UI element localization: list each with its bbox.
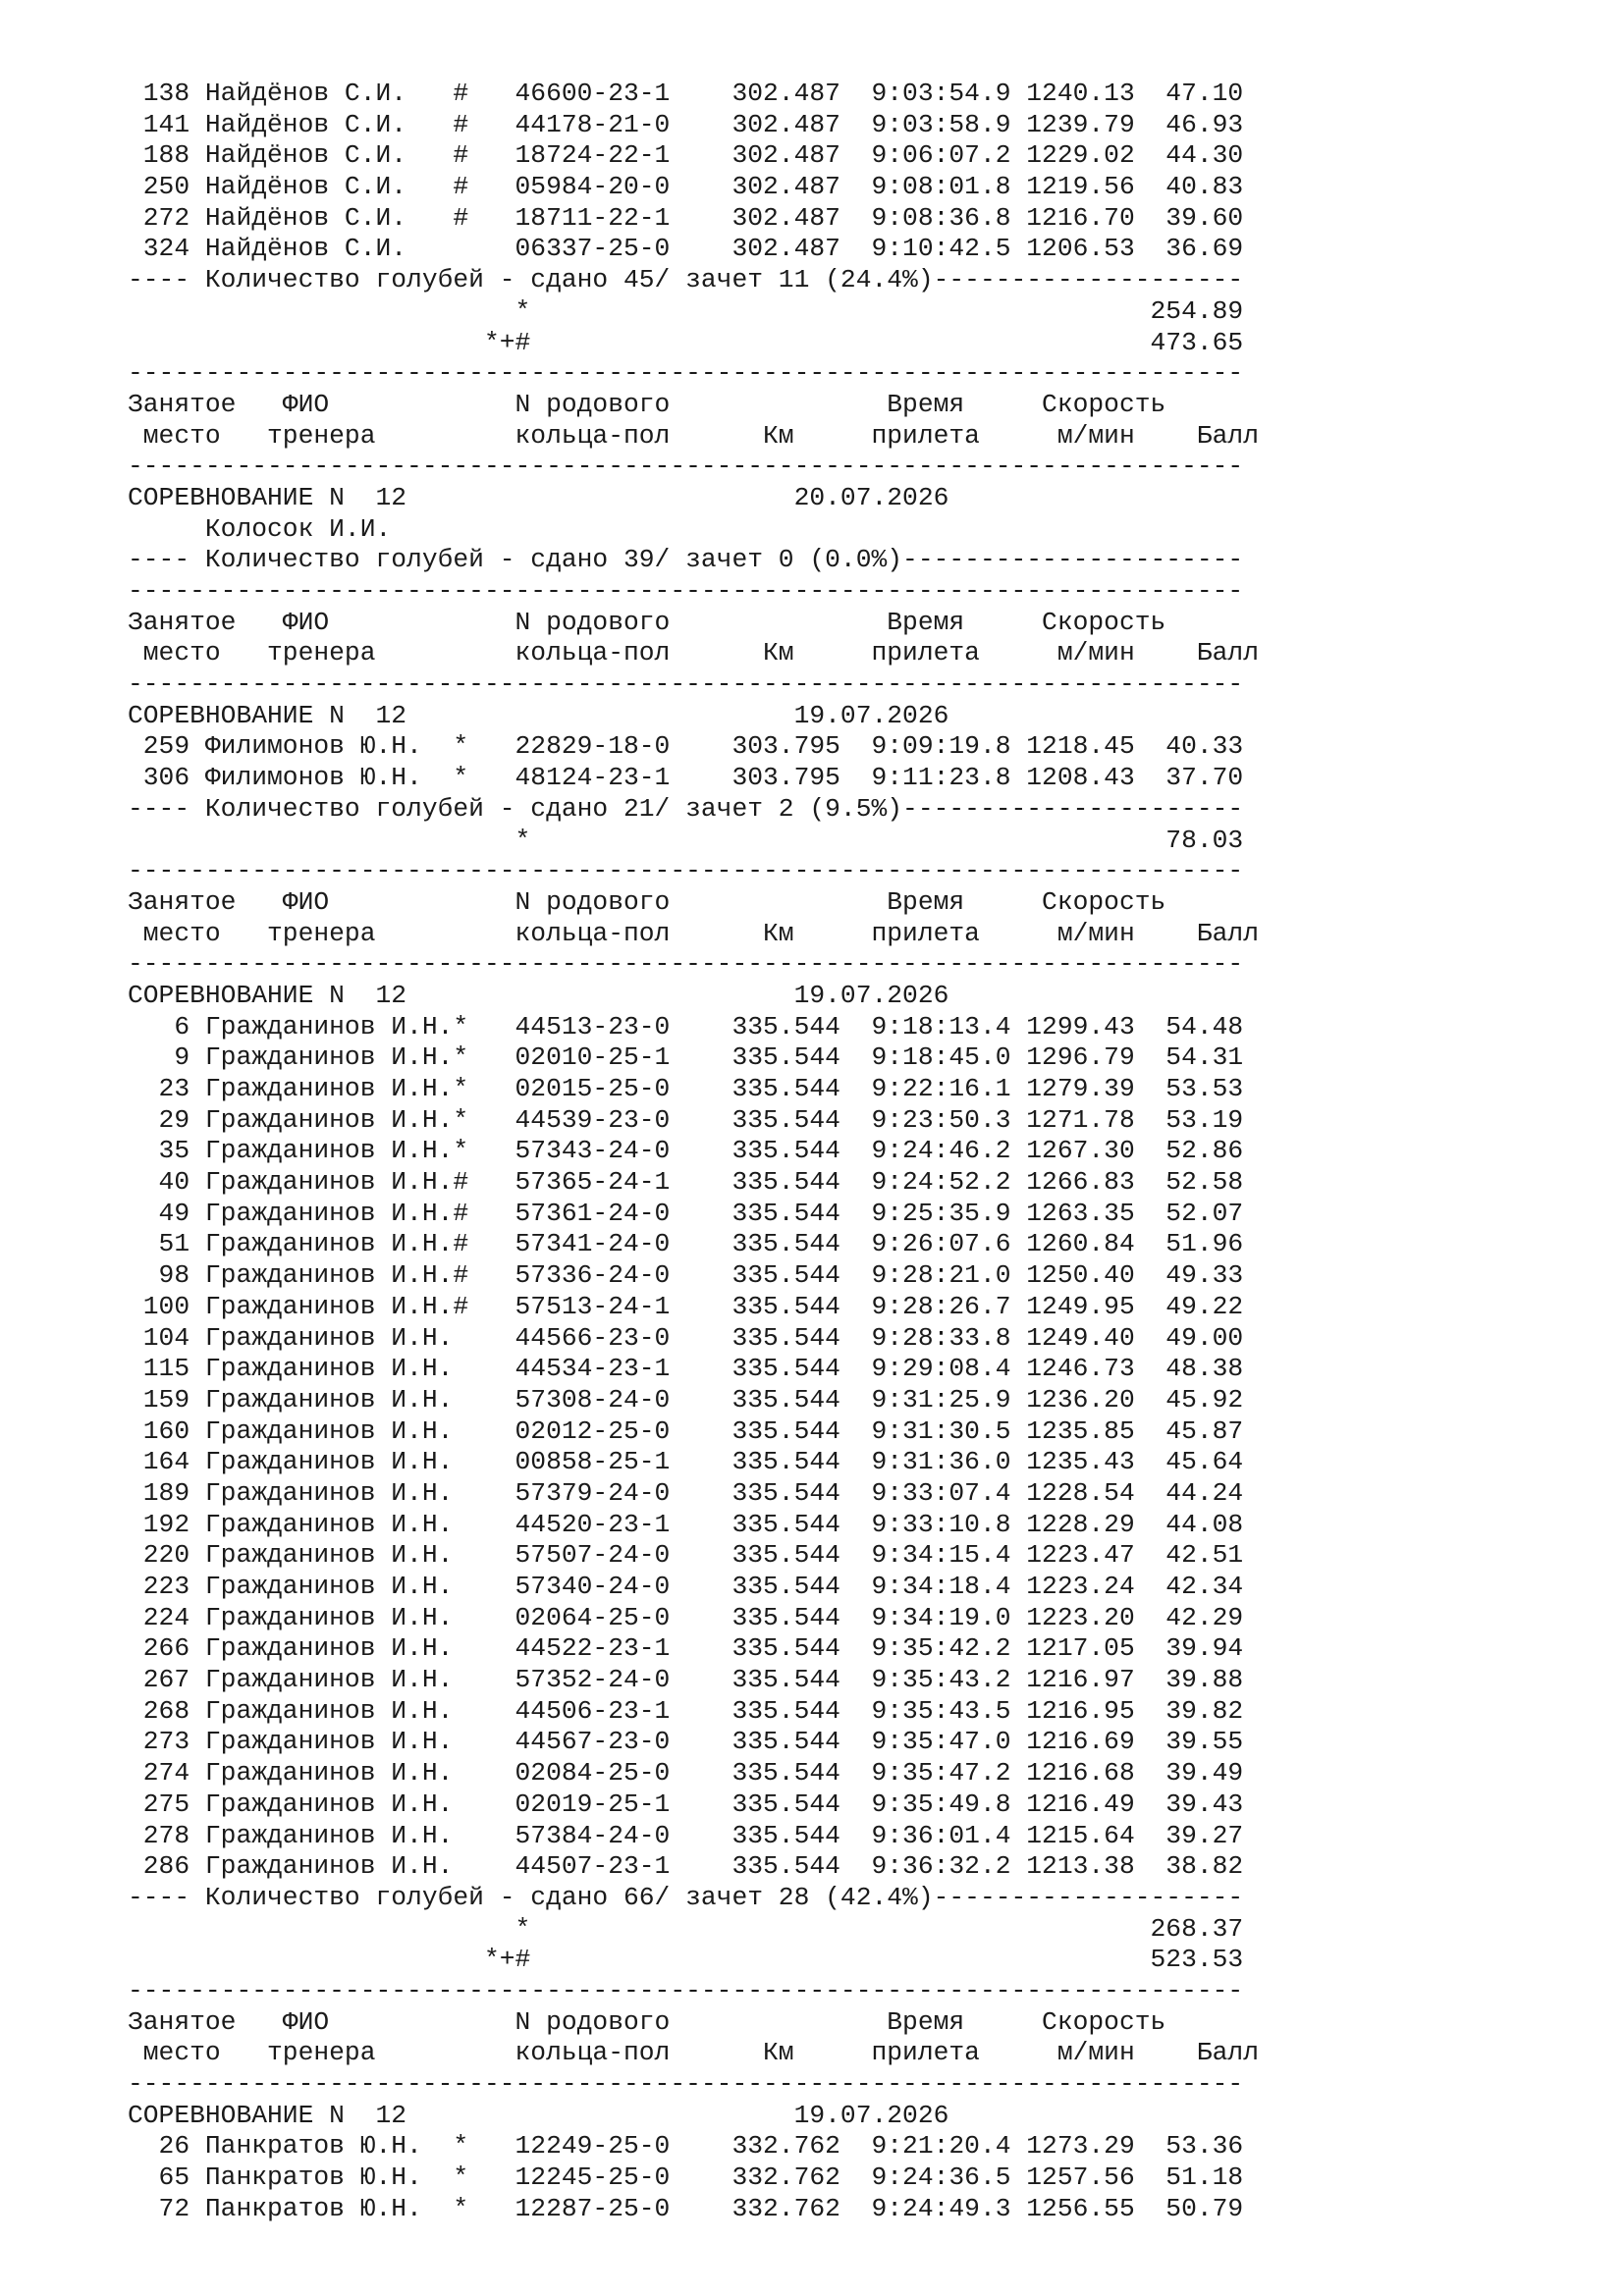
result-row: 275 Гражданинов И.Н. 02019-25-1 335.544 9:35:49.8 1216.49 39.43 [128, 1789, 1244, 1819]
result-row: 29 Гражданинов И.Н.* 44539-23-0 335.544 9:23:50.3 1271.78 53.19 [128, 1104, 1244, 1135]
column-header-line: место тренера кольца-пол Км прилета м/мин Балл [128, 918, 1259, 948]
column-header-line: Занятое ФИО N родового Время Скорость [128, 886, 1166, 917]
summary-line: ---- Количество голубей - сдано 21/ зачет 2 (9.5%)---------------------- [128, 793, 1244, 824]
result-row: 250 Найдёнов С.И. # 05984-20-0 302.487 9:08:01.8 1219.56 40.83 [128, 172, 1244, 202]
separator-line: ------------------------------------------------------------------------ [128, 856, 1244, 886]
result-row: 6 Гражданинов И.Н.* 44513-23-0 335.544 9:18:13.4 1299.43 54.48 [128, 1011, 1244, 1041]
result-row: 65 Панкратов Ю.Н. * 12245-25-0 332.762 9:24:36.5 1257.56 51.18 [128, 2163, 1244, 2193]
result-row: 278 Гражданинов И.Н. 57384-24-0 335.544 9:36:01.4 1215.64 39.27 [128, 1820, 1244, 1850]
result-row: 40 Гражданинов И.Н.# 57365-24-1 335.544 9:24:52.2 1266.83 52.58 [128, 1167, 1244, 1198]
competition-header-line: СОРЕВНОВАНИЕ N 12 20.07.2026 [128, 482, 949, 512]
column-header-line: место тренера кольца-пол Км прилета м/мин Балл [128, 2038, 1259, 2068]
separator-line: ------------------------------------------------------------------------ [128, 452, 1244, 482]
result-row: 51 Гражданинов И.Н.# 57341-24-0 335.544 9:26:07.6 1260.84 51.96 [128, 1229, 1244, 1259]
column-header-line: место тренера кольца-пол Км прилета м/мин Балл [128, 420, 1259, 451]
result-row: 35 Гражданинов И.Н.* 57343-24-0 335.544 9:24:46.2 1267.30 52.86 [128, 1136, 1244, 1166]
result-row: 98 Гражданинов И.Н.# 57336-24-0 335.544 9:28:21.0 1250.40 49.33 [128, 1260, 1244, 1291]
results-document [128, 79, 1502, 2224]
result-row: 286 Гражданинов И.Н. 44507-23-1 335.544 9:36:32.2 1213.38 38.82 [128, 1851, 1244, 1882]
separator-line: ------------------------------------------------------------------------ [128, 576, 1244, 606]
column-header-line: Занятое ФИО N родового Время Скорость [128, 2006, 1166, 2037]
summary-line: ---- Количество голубей - сдано 45/ зачет 11 (24.4%)-------------------- [128, 265, 1244, 295]
result-row: 224 Гражданинов И.Н. 02064-25-0 335.544 9:34:19.0 1223.20 42.29 [128, 1602, 1244, 1632]
competition-header-line: СОРЕВНОВАНИЕ N 12 19.07.2026 [128, 980, 949, 1010]
total-line: *+# 473.65 [128, 327, 1244, 357]
column-header-line: место тренера кольца-пол Км прилета м/мин Балл [128, 638, 1259, 668]
separator-line: ------------------------------------------------------------------------ [128, 1975, 1244, 2005]
separator-line: ------------------------------------------------------------------------ [128, 669, 1244, 700]
result-row: 159 Гражданинов И.Н. 57308-24-0 335.544 9:31:25.9 1236.20 45.92 [128, 1384, 1244, 1415]
result-row: 192 Гражданинов И.Н. 44520-23-1 335.544 9:33:10.8 1228.29 44.08 [128, 1509, 1244, 1539]
summary-line: ---- Количество голубей - сдано 66/ зачет 28 (42.4%)-------------------- [128, 1882, 1244, 1912]
result-row: 267 Гражданинов И.Н. 57352-24-0 335.544 9:35:43.2 1216.97 39.88 [128, 1665, 1244, 1695]
result-row: 9 Гражданинов И.Н.* 02010-25-1 335.544 9:18:45.0 1296.79 54.31 [128, 1042, 1244, 1073]
total-line: * 78.03 [128, 825, 1244, 855]
result-row: 189 Гражданинов И.Н. 57379-24-0 335.544 9:33:07.4 1228.54 44.24 [128, 1477, 1244, 1508]
result-row: 188 Найдёнов С.И. # 18724-22-1 302.487 9:06:07.2 1229.02 44.30 [128, 140, 1244, 171]
total-line: * 254.89 [128, 295, 1244, 326]
result-row: 273 Гражданинов И.Н. 44567-23-0 335.544 9:35:47.0 1216.69 39.55 [128, 1727, 1244, 1757]
result-row: 115 Гражданинов И.Н. 44534-23-1 335.544 9:29:08.4 1246.73 48.38 [128, 1354, 1244, 1384]
result-row: 306 Филимонов Ю.Н. * 48124-23-1 303.795 9:11:23.8 1208.43 37.70 [128, 763, 1244, 793]
result-row: 104 Гражданинов И.Н. 44566-23-0 335.544 9:28:33.8 1249.40 49.00 [128, 1322, 1244, 1353]
result-row: 138 Найдёнов С.И. # 46600-23-1 302.487 9:03:54.9 1240.13 47.10 [128, 79, 1244, 108]
result-row: 268 Гражданинов И.Н. 44506-23-1 335.544 9:35:43.5 1216.95 39.82 [128, 1695, 1244, 1726]
result-row: 259 Филимонов Ю.Н. * 22829-18-0 303.795 9:09:19.8 1218.45 40.33 [128, 731, 1244, 762]
result-row: 272 Найдёнов С.И. # 18711-22-1 302.487 9:08:36.8 1216.70 39.60 [128, 202, 1244, 233]
separator-line: ------------------------------------------------------------------------ [128, 2069, 1244, 2099]
total-line: * 268.37 [128, 1913, 1244, 1944]
separator-line: ------------------------------------------------------------------------ [128, 358, 1244, 389]
result-row: 220 Гражданинов И.Н. 57507-24-0 335.544 9:34:15.4 1223.47 42.51 [128, 1540, 1244, 1571]
total-line: *+# 523.53 [128, 1945, 1244, 1975]
result-row: 266 Гражданинов И.Н. 44522-23-1 335.544 9:35:42.2 1217.05 39.94 [128, 1633, 1244, 1664]
result-row: 49 Гражданинов И.Н.# 57361-24-0 335.544 9:25:35.9 1263.35 52.07 [128, 1198, 1244, 1228]
result-row: 72 Панкратов Ю.Н. * 12287-25-0 332.762 9:24:49.3 1256.55 50.79 [128, 2193, 1244, 2223]
text-line: Колосок И.И. [128, 513, 392, 544]
result-row: 23 Гражданинов И.Н.* 02015-25-0 335.544 9:22:16.1 1279.39 53.53 [128, 1074, 1244, 1103]
result-row: 164 Гражданинов И.Н. 00858-25-1 335.544 9:31:36.0 1235.43 45.64 [128, 1447, 1244, 1477]
result-row: 26 Панкратов Ю.Н. * 12249-25-0 332.762 9:21:20.4 1273.29 53.36 [128, 2131, 1244, 2162]
result-row: 324 Найдёнов С.И. 06337-25-0 302.487 9:10:42.5 1206.53 36.69 [128, 234, 1244, 264]
result-row: 274 Гражданинов И.Н. 02084-25-0 335.544 9:35:47.2 1216.68 39.49 [128, 1758, 1244, 1789]
separator-line: ------------------------------------------------------------------------ [128, 949, 1244, 980]
result-row: 160 Гражданинов И.Н. 02012-25-0 335.544 9:31:30.5 1235.85 45.87 [128, 1415, 1244, 1446]
competition-header-line: СОРЕВНОВАНИЕ N 12 19.07.2026 [128, 700, 949, 730]
result-row: 141 Найдёнов С.И. # 44178-21-0 302.487 9:03:58.9 1239.79 46.93 [128, 109, 1244, 139]
column-header-line: Занятое ФИО N родового Время Скорость [128, 607, 1166, 637]
competition-header-line: СОРЕВНОВАНИЕ N 12 19.07.2026 [128, 2100, 949, 2130]
summary-line: ---- Количество голубей - сдано 39/ зачет 0 (0.0%)---------------------- [128, 545, 1244, 575]
result-row: 100 Гражданинов И.Н.# 57513-24-1 335.544 9:28:26.7 1249.95 49.22 [128, 1291, 1244, 1321]
column-header-line: Занятое ФИО N родового Время Скорость [128, 389, 1166, 419]
result-row: 223 Гражданинов И.Н. 57340-24-0 335.544 9:34:18.4 1223.24 42.34 [128, 1572, 1244, 1601]
